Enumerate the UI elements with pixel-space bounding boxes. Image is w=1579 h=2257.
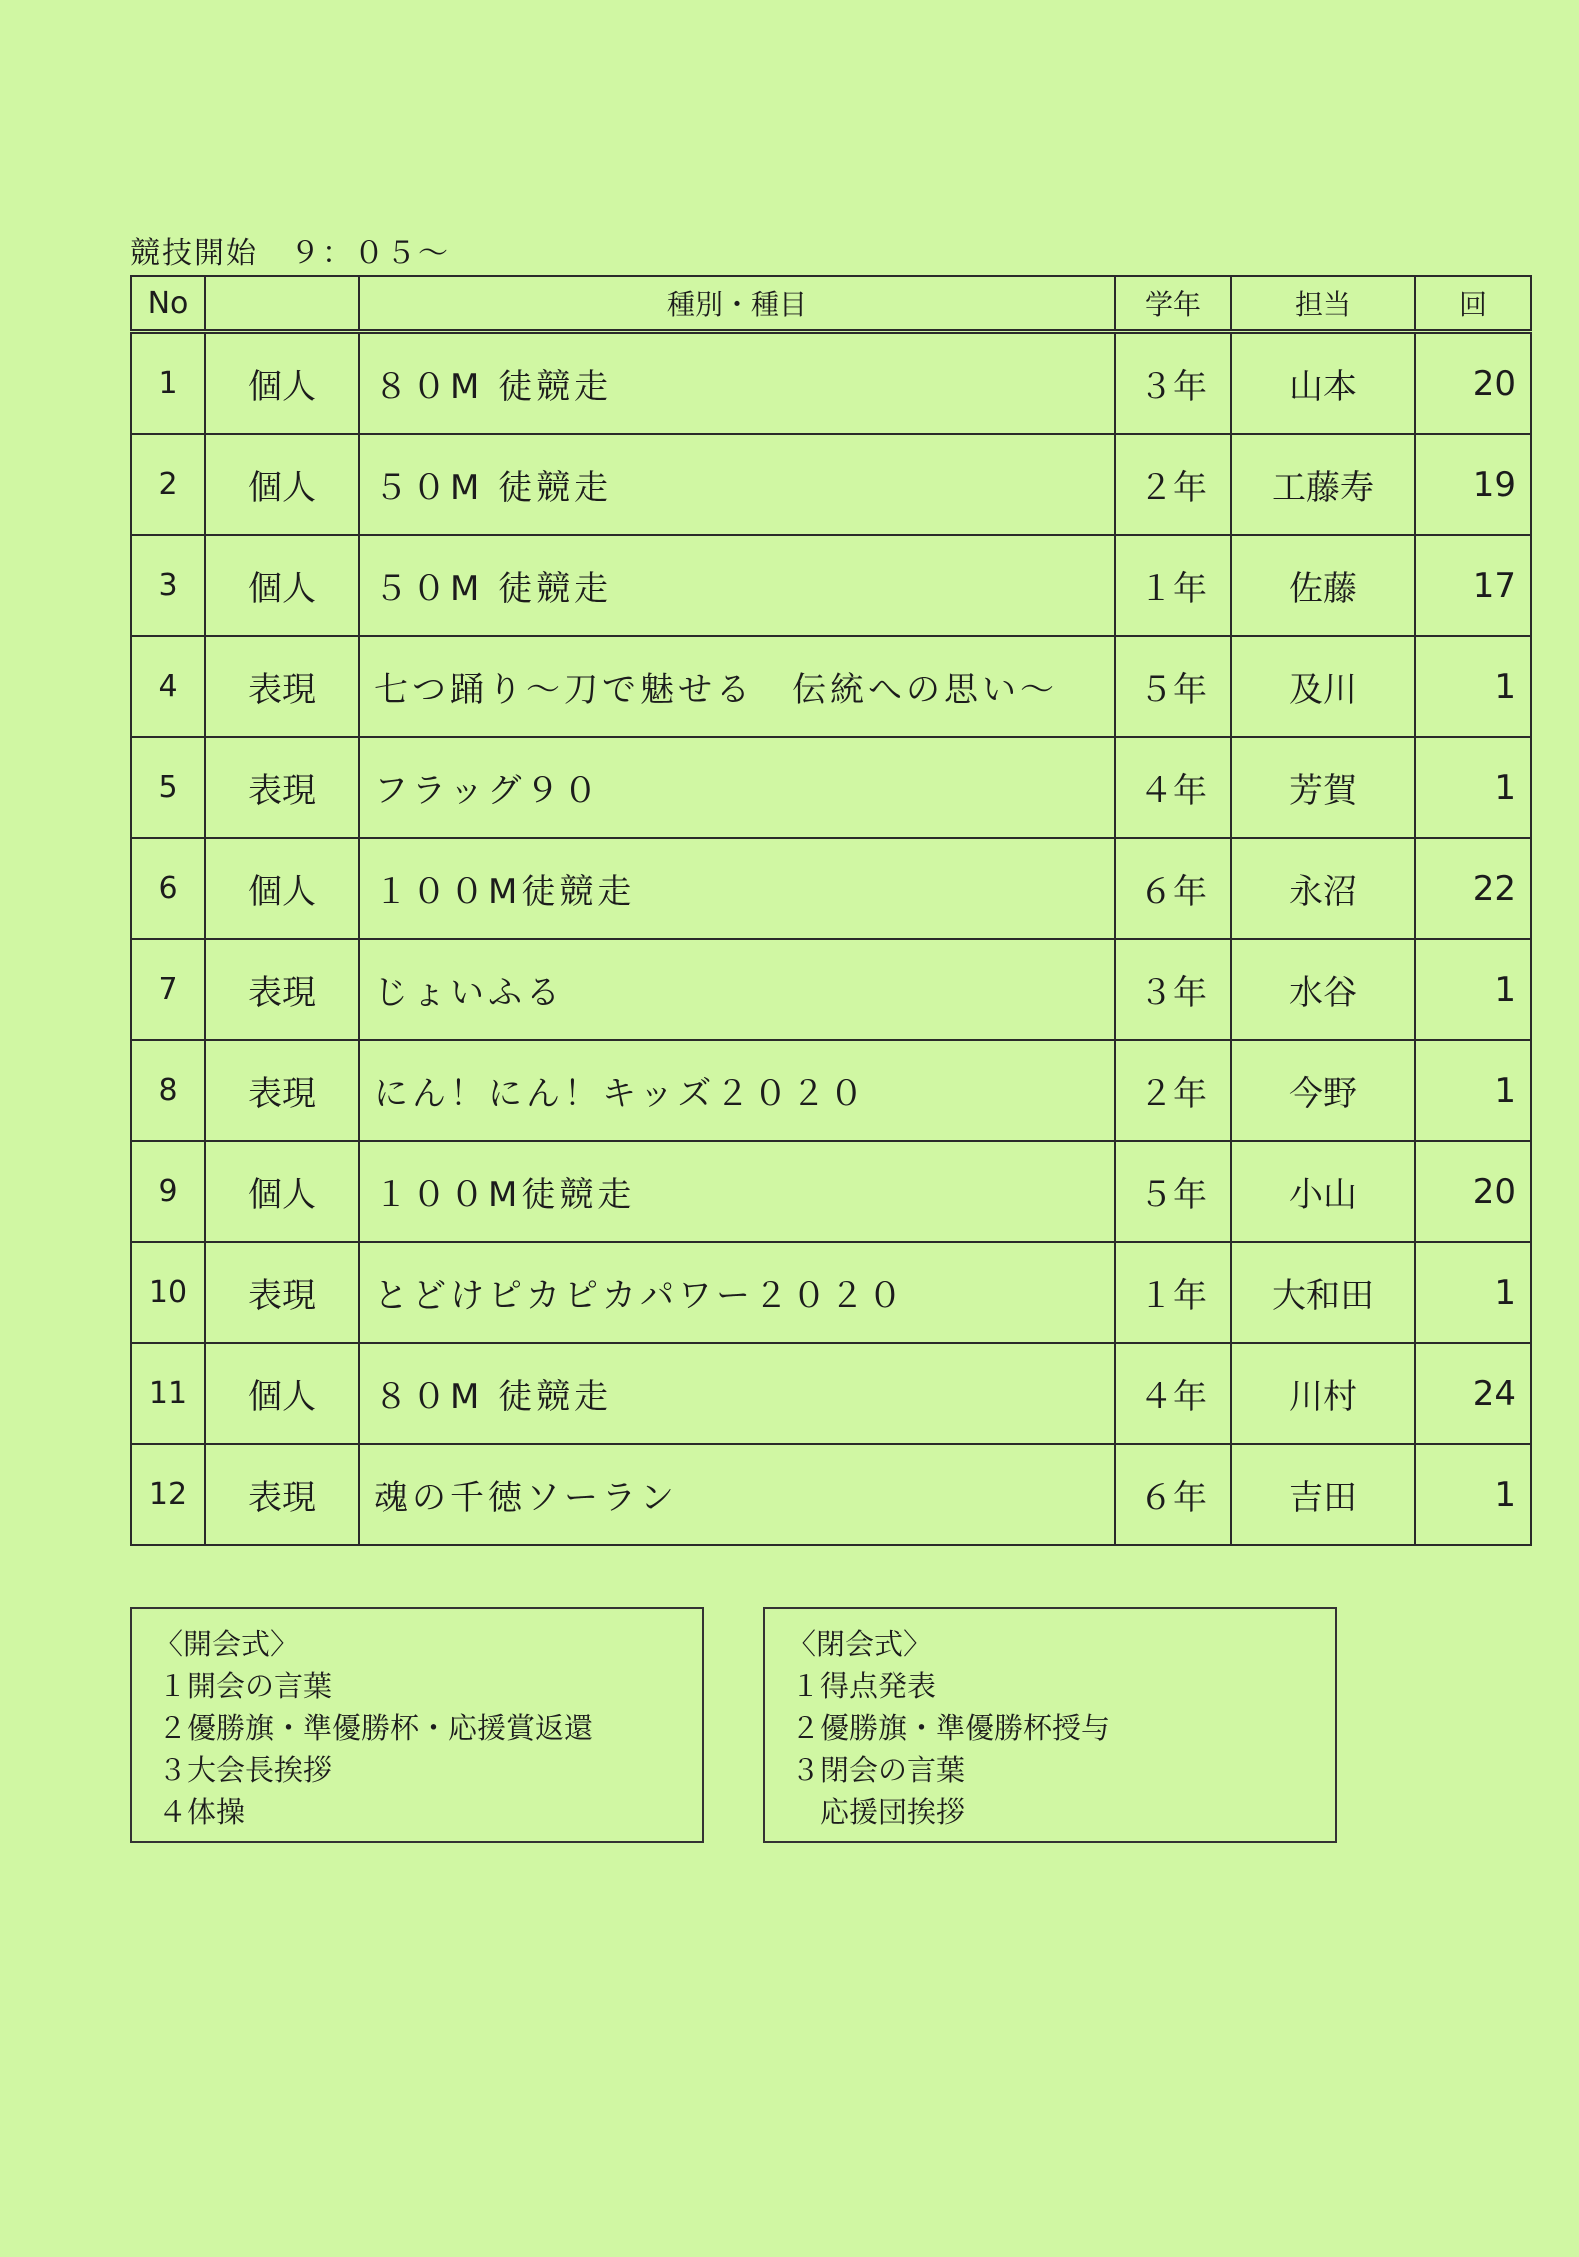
list-item: ４体操 — [158, 1795, 246, 1829]
row-teacher: 山本 — [1231, 332, 1415, 435]
row-event: ８０M 徒競走 — [359, 332, 1115, 435]
row-grade: ４年 — [1115, 737, 1231, 838]
row-grade: ４年 — [1115, 1343, 1231, 1444]
row-no: 5 — [131, 737, 205, 838]
row-type: 個人 — [205, 1141, 359, 1242]
row-type: 表現 — [205, 636, 359, 737]
row-grade: ５年 — [1115, 1141, 1231, 1242]
table-row — [131, 838, 1531, 939]
header-event: 種別・種目 — [359, 276, 1115, 332]
table-header-row — [131, 276, 1531, 332]
closing-ceremony-list — [791, 1665, 1335, 1833]
row-count: 1 — [1415, 737, 1531, 838]
list-item: ２優勝旗・準優勝杯授与 — [791, 1711, 1111, 1745]
row-count: 1 — [1415, 1444, 1531, 1545]
list-item: ３閉会の言葉 — [791, 1753, 966, 1787]
table-row — [131, 1141, 1531, 1242]
row-grade: ６年 — [1115, 838, 1231, 939]
header-teacher: 担当 — [1231, 276, 1415, 332]
row-grade: ２年 — [1115, 434, 1231, 535]
table-row — [131, 332, 1531, 435]
table-row — [131, 1242, 1531, 1343]
row-teacher: 工藤寿 — [1231, 434, 1415, 535]
opening-ceremony-title: 〈開会式〉 — [154, 1627, 300, 1661]
row-count: 17 — [1415, 535, 1531, 636]
row-no: 2 — [131, 434, 205, 535]
header-type — [205, 276, 359, 332]
list-item: １得点発表 — [791, 1669, 937, 1703]
row-event: にん！にん！キッズ２０２０ — [359, 1040, 1115, 1141]
row-type: 個人 — [205, 434, 359, 535]
row-teacher: 大和田 — [1231, 1242, 1415, 1343]
closing-ceremony-box — [763, 1607, 1337, 1843]
table-row — [131, 636, 1531, 737]
header-no: No — [131, 276, 205, 332]
row-teacher: 川村 — [1231, 1343, 1415, 1444]
table-row — [131, 535, 1531, 636]
row-grade: ６年 — [1115, 1444, 1231, 1545]
row-teacher: 永沼 — [1231, 838, 1415, 939]
row-no: 3 — [131, 535, 205, 636]
row-event: フラッグ９０ — [359, 737, 1115, 838]
row-count: 20 — [1415, 332, 1531, 435]
row-count: 19 — [1415, 434, 1531, 535]
row-event: とどけピカピカパワー２０２０ — [359, 1242, 1115, 1343]
row-no: 9 — [131, 1141, 205, 1242]
table-row — [131, 1444, 1531, 1545]
row-type: 個人 — [205, 838, 359, 939]
row-grade: ３年 — [1115, 939, 1231, 1040]
list-item: 応援団挨拶 — [791, 1795, 966, 1829]
row-grade: ２年 — [1115, 1040, 1231, 1141]
row-teacher: 吉田 — [1231, 1444, 1415, 1545]
row-no: 8 — [131, 1040, 205, 1141]
header-count: 回 — [1415, 276, 1531, 332]
table-row — [131, 1040, 1531, 1141]
row-no: 4 — [131, 636, 205, 737]
row-teacher: 小山 — [1231, 1141, 1415, 1242]
row-teacher: 佐藤 — [1231, 535, 1415, 636]
row-count: 22 — [1415, 838, 1531, 939]
list-item: １開会の言葉 — [158, 1669, 333, 1703]
list-item: ３大会長挨拶 — [158, 1753, 333, 1787]
row-teacher: 芳賀 — [1231, 737, 1415, 838]
row-count: 1 — [1415, 939, 1531, 1040]
row-count: 20 — [1415, 1141, 1531, 1242]
row-event: ５０M 徒競走 — [359, 434, 1115, 535]
row-type: 表現 — [205, 1040, 359, 1141]
row-grade: ５年 — [1115, 636, 1231, 737]
event-schedule-table — [130, 275, 1532, 1546]
row-no: 11 — [131, 1343, 205, 1444]
row-no: 10 — [131, 1242, 205, 1343]
row-teacher: 及川 — [1231, 636, 1415, 737]
row-count: 1 — [1415, 1242, 1531, 1343]
row-grade: ３年 — [1115, 332, 1231, 435]
row-no: 1 — [131, 332, 205, 435]
row-event: １００M徒競走 — [359, 838, 1115, 939]
row-type: 表現 — [205, 939, 359, 1040]
table-row — [131, 939, 1531, 1040]
row-type: 個人 — [205, 1343, 359, 1444]
row-type: 表現 — [205, 737, 359, 838]
row-no: 12 — [131, 1444, 205, 1545]
row-type: 個人 — [205, 332, 359, 435]
row-event: ５０M 徒競走 — [359, 535, 1115, 636]
row-type: 個人 — [205, 535, 359, 636]
row-no: 6 — [131, 838, 205, 939]
opening-ceremony-list — [158, 1665, 702, 1833]
row-count: 1 — [1415, 636, 1531, 737]
table-row — [131, 434, 1531, 535]
row-event: 七つ踊り～刀で魅せる 伝統への思い～ — [359, 636, 1115, 737]
table-row — [131, 737, 1531, 838]
table-row — [131, 1343, 1531, 1444]
row-type: 表現 — [205, 1444, 359, 1545]
row-no: 7 — [131, 939, 205, 1040]
row-count: 1 — [1415, 1040, 1531, 1141]
opening-ceremony-box — [130, 1607, 704, 1843]
row-event: １００M徒競走 — [359, 1141, 1115, 1242]
competition-start-time: 競技開始 ９：０５～ — [130, 236, 450, 271]
closing-ceremony-title: 〈閉会式〉 — [787, 1627, 933, 1661]
header-grade: 学年 — [1115, 276, 1231, 332]
list-item: ２優勝旗・準優勝杯・応援賞返還 — [158, 1711, 594, 1745]
row-type: 表現 — [205, 1242, 359, 1343]
row-teacher: 水谷 — [1231, 939, 1415, 1040]
row-event: じょいふる — [359, 939, 1115, 1040]
row-teacher: 今野 — [1231, 1040, 1415, 1141]
row-count: 24 — [1415, 1343, 1531, 1444]
row-event: 魂の千徳ソーラン — [359, 1444, 1115, 1545]
row-grade: １年 — [1115, 535, 1231, 636]
row-grade: １年 — [1115, 1242, 1231, 1343]
row-event: ８０M 徒競走 — [359, 1343, 1115, 1444]
